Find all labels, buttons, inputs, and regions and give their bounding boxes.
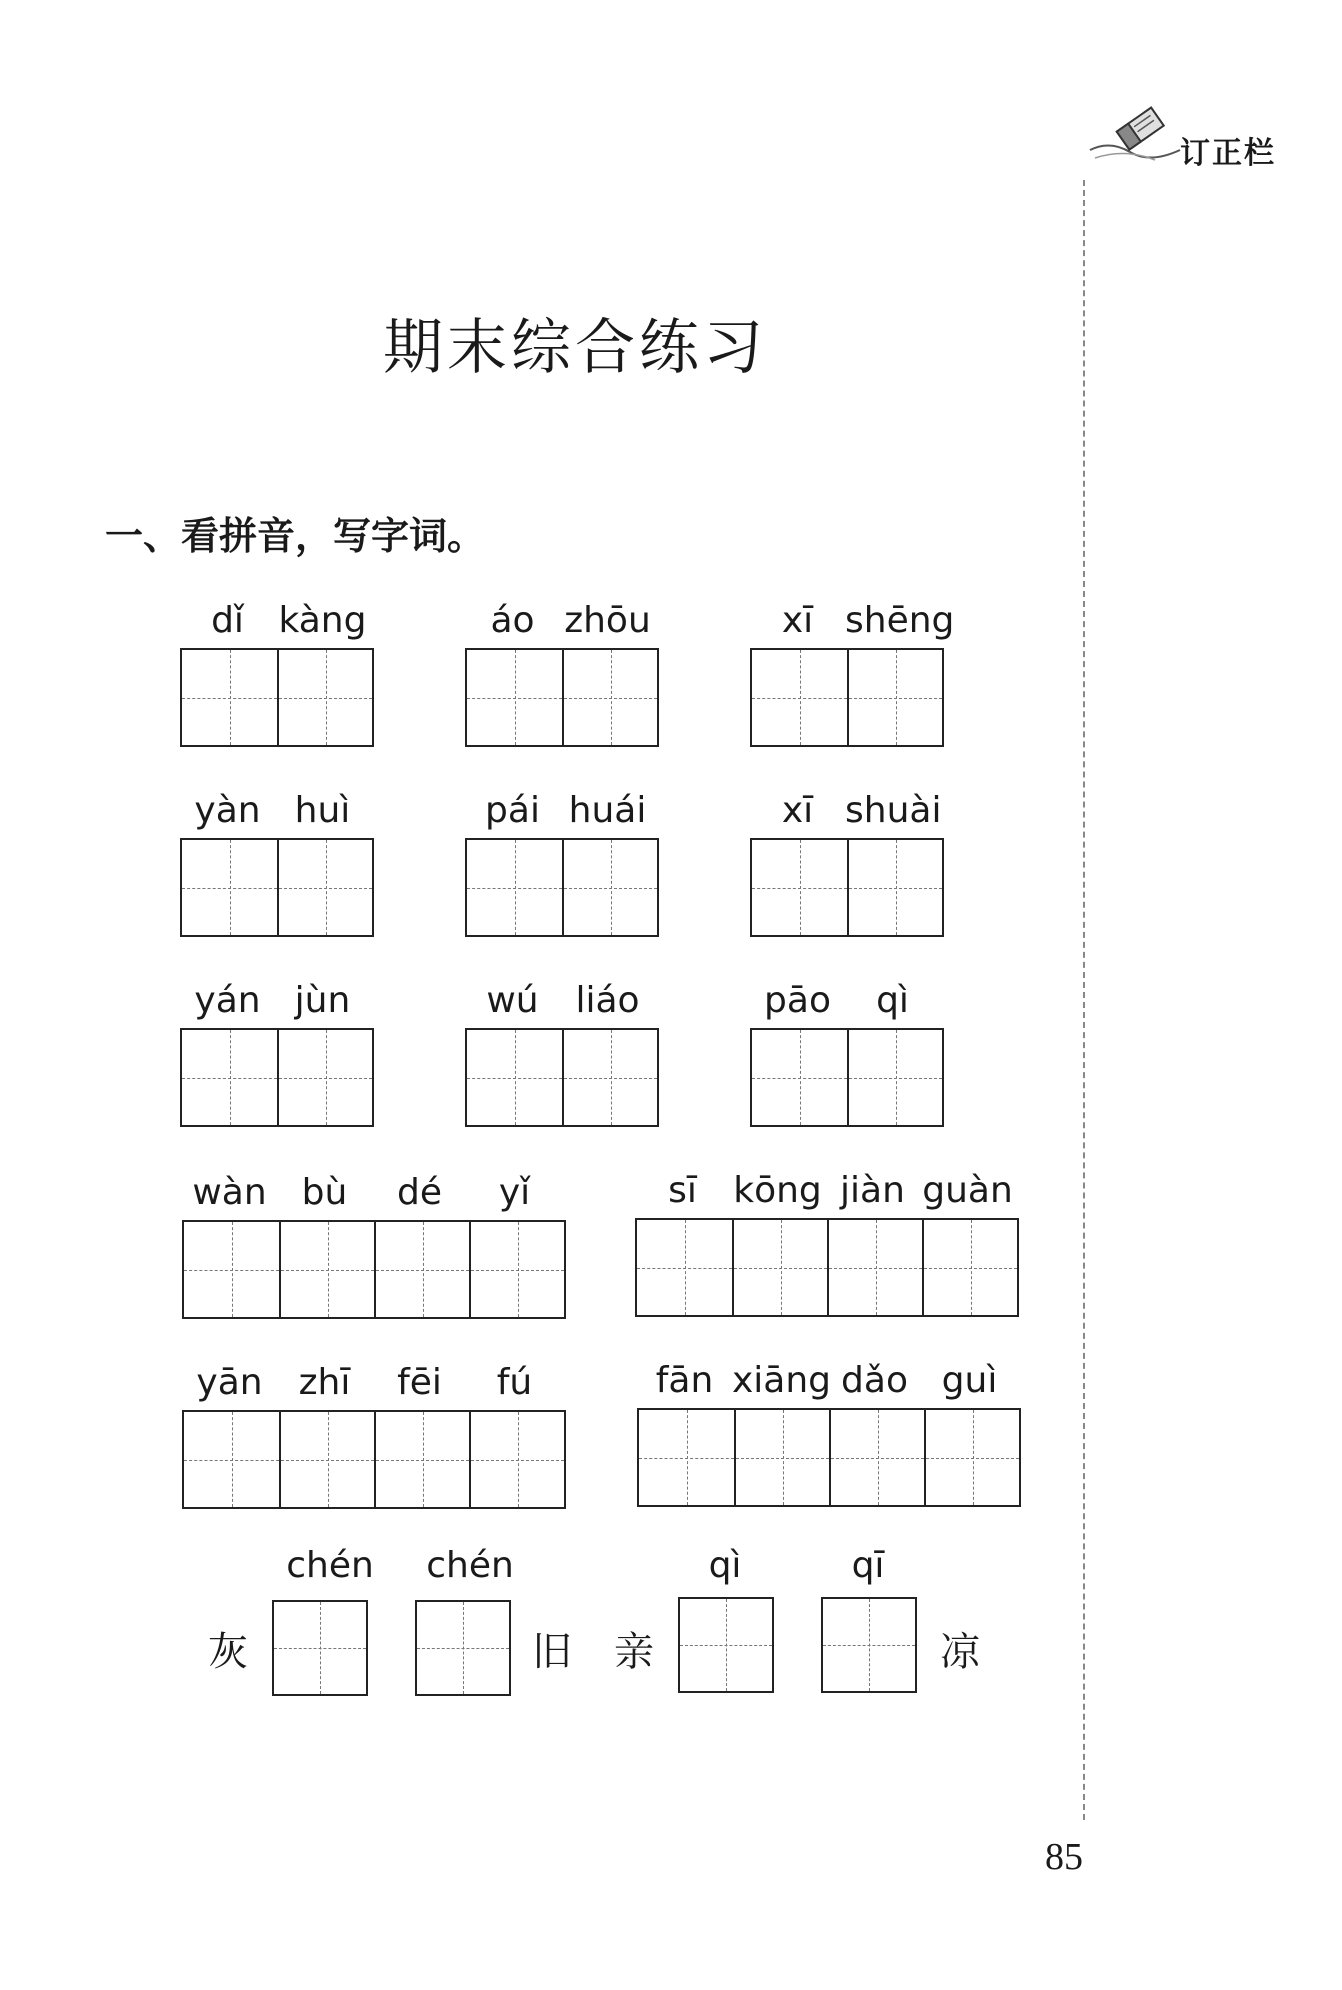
tianzige-boxes [465,1028,659,1127]
write-cell[interactable] [924,1410,1019,1505]
write-cell[interactable] [467,840,562,935]
tianzige-boxes [182,1410,566,1509]
write-cell[interactable] [374,1412,469,1507]
tianzige-boxes [750,838,944,937]
pinyin-syllable: xī [781,600,814,641]
pinyin-syllable: kōng [733,1170,822,1211]
write-cell[interactable] [467,650,562,745]
pinyin-label: qì [708,1545,742,1586]
pinyin-syllable: fēi [397,1362,442,1403]
pinyin-syllable: jiàn [840,1170,905,1211]
write-cell[interactable] [374,1222,469,1317]
correction-column-header [1085,100,1315,170]
write-cell[interactable] [469,1222,564,1317]
write-box[interactable] [678,1597,774,1693]
section-heading: 一、看拼音，写字词。 [105,514,486,558]
tianzige-boxes [180,648,374,747]
pinyin-syllable: yàn [194,790,261,831]
pinyin-syllable: liáo [575,980,640,1021]
write-cell[interactable] [922,1220,1017,1315]
tianzige-boxes [180,1028,374,1127]
write-cell[interactable] [182,1030,277,1125]
pinyin-syllable: shēng [845,600,955,641]
write-cell[interactable] [847,1030,942,1125]
write-cell[interactable] [827,1220,922,1315]
pinyin-syllable: wàn [192,1172,267,1213]
write-cell[interactable] [752,650,847,745]
write-cell[interactable] [637,1220,732,1315]
write-box[interactable] [415,1600,511,1696]
pinyin-syllable: zhī [298,1362,351,1403]
pinyin-syllable: sī [668,1170,697,1211]
write-cell[interactable] [847,840,942,935]
tianzige-boxes [465,838,659,937]
pinyin-syllable: huái [568,790,647,831]
pinyin-syllable: pái [485,790,540,831]
tianzige-boxes [750,648,944,747]
write-cell[interactable] [734,1410,829,1505]
write-cell[interactable] [829,1410,924,1505]
tianzige-boxes [637,1408,1021,1507]
pinyin-label: chén [426,1545,514,1586]
write-cell[interactable] [277,1030,372,1125]
tianzige-boxes [465,648,659,747]
pinyin-label: chén [286,1545,374,1586]
write-cell[interactable] [562,650,657,745]
given-character: 亲 [614,1629,654,1675]
pinyin-syllable: guì [941,1360,998,1401]
pinyin-syllable: fú [496,1362,533,1403]
tianzige-boxes [750,1028,944,1127]
pinyin-syllable: dé [397,1172,442,1213]
write-box[interactable] [821,1597,917,1693]
pinyin-syllable: guàn [922,1170,1013,1211]
correction-column-label: 订正栏 [1180,136,1276,171]
write-cell[interactable] [184,1222,279,1317]
pinyin-syllable: yān [196,1362,263,1403]
pinyin-syllable: xiāng [732,1360,832,1401]
write-cell[interactable] [184,1412,279,1507]
margin-divider [1083,180,1085,1820]
pinyin-syllable: zhōu [564,600,651,641]
pinyin-syllable: pāo [764,980,831,1021]
pinyin-syllable: fān [655,1360,714,1401]
write-cell[interactable] [279,1222,374,1317]
pinyin-syllable: qì [876,980,909,1021]
page-title: 期末综合练习 [383,313,767,383]
pinyin-syllable: áo [490,600,535,641]
pinyin-syllable: yán [194,980,261,1021]
given-character: 凉 [940,1629,980,1675]
write-cell[interactable] [277,650,372,745]
given-character: 旧 [532,1629,572,1675]
write-cell[interactable] [279,1412,374,1507]
pinyin-syllable: bù [301,1172,348,1213]
write-cell[interactable] [182,650,277,745]
write-cell[interactable] [639,1410,734,1505]
write-cell[interactable] [562,1030,657,1125]
pinyin-syllable: xī [781,790,814,831]
write-cell[interactable] [182,840,277,935]
pinyin-label: qī [851,1545,885,1586]
write-cell[interactable] [732,1220,827,1315]
pinyin-syllable: shuài [845,790,942,831]
pinyin-syllable: huì [294,790,351,831]
write-cell[interactable] [277,840,372,935]
pinyin-syllable: dǎo [841,1360,908,1401]
tianzige-boxes [635,1218,1019,1317]
tianzige-boxes [182,1220,566,1319]
write-cell[interactable] [562,840,657,935]
pinyin-syllable: dǐ [211,600,244,641]
page-number: 85 [1045,1836,1083,1878]
tianzige-boxes [180,838,374,937]
write-cell[interactable] [467,1030,562,1125]
pinyin-syllable: jùn [294,980,351,1021]
pinyin-syllable: kàng [278,600,367,641]
write-cell[interactable] [752,840,847,935]
eraser-icon [1085,100,1185,170]
pinyin-syllable: wú [486,980,539,1021]
write-cell[interactable] [752,1030,847,1125]
given-character: 灰 [208,1629,248,1675]
pinyin-syllable: yǐ [498,1172,531,1213]
write-cell[interactable] [847,650,942,745]
write-box[interactable] [272,1600,368,1696]
write-cell[interactable] [469,1412,564,1507]
